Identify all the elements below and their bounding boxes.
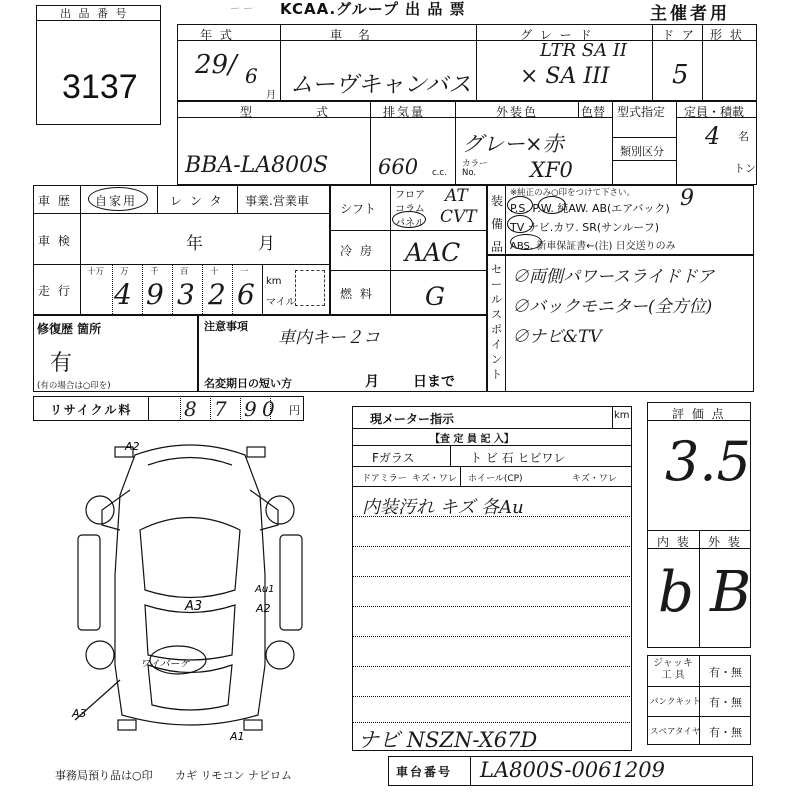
fuel-value: G — [425, 282, 445, 311]
inspection-month-unit: 月 — [258, 234, 275, 254]
damage-mark: A1 — [230, 730, 245, 743]
ac-value: AAC — [405, 238, 461, 267]
meter-unit: km — [614, 410, 630, 421]
month-unit: 月 — [266, 90, 276, 101]
remark-line: 内装汚れ キズ 各Au — [362, 497, 524, 518]
equipment-line-3: ABS. 新車保証書←(注) 日交送りのみ — [510, 241, 676, 252]
form-title: KCAA.グループ 出 品 票 — [280, 0, 466, 18]
pw-circle — [538, 196, 566, 214]
chassis-label: 車台番号 — [396, 765, 453, 779]
mileage-unit: 万 — [120, 267, 129, 277]
history-commercial: 事業.営業車 — [245, 194, 309, 208]
damage-mark: A2 — [125, 440, 140, 453]
abs-circle — [510, 234, 542, 250]
exterior-color: グレー×赤 — [462, 132, 564, 156]
grade-bottom: × SA III — [520, 64, 610, 89]
interior-score: b — [658, 560, 694, 625]
score-label: 評 価 点 — [672, 407, 726, 421]
door-count: 5 — [672, 60, 689, 90]
shift-cvt: CVT — [440, 207, 477, 227]
office-items: カギ リモコン ナビロム — [175, 769, 292, 782]
mileage-unit: 百 — [180, 267, 189, 277]
model-month: 6 — [245, 64, 258, 88]
capacity-unit: 名 — [738, 130, 749, 143]
cc-unit: c.c. — [432, 168, 447, 178]
displacement-label: 排気量 — [383, 105, 426, 119]
inspection-label: 車 検 — [38, 234, 72, 248]
tv-circle — [507, 215, 533, 233]
office-note: 事務局預り品は○印 — [55, 769, 153, 782]
recycle-digit: 0 — [262, 397, 275, 421]
equipment-note: ※純正のみ○印をつけて下さい。 — [510, 188, 636, 198]
inspection-row-value: キズ・ワレ — [572, 474, 617, 484]
mileage-unit: 十 — [210, 267, 219, 277]
recycle-digit: 9 — [244, 397, 257, 421]
equipment-label: 装 備 品 — [491, 194, 506, 254]
mileage-label: 走 行 — [38, 284, 72, 298]
tool-label: パンクキット — [650, 697, 701, 707]
ac-label: 冷 房 — [340, 244, 374, 258]
model-designation-label: 型式指定 — [617, 105, 666, 119]
km-unit: km — [266, 276, 282, 287]
color-change-label: 色替 — [581, 105, 606, 119]
inspection-row-label: ドアミラー — [362, 474, 407, 484]
ps-circle — [507, 196, 533, 214]
car-name: ムーヴキャンバス — [290, 72, 472, 98]
sales-point-item: ∅バックモニター(全方位) — [512, 297, 713, 317]
mile-unit: マイル — [266, 297, 296, 308]
shift-label: シフト — [340, 202, 377, 216]
private-circle — [88, 187, 148, 211]
repair-note: (有の場合は○印を) — [37, 381, 111, 391]
caution-label: 注意事項 — [204, 320, 248, 333]
color-label: 外装色 — [496, 105, 539, 119]
fuel-label: 燃 料 — [340, 287, 374, 301]
inspection-row-value: ト ビ 石 ヒビワレ — [470, 451, 566, 465]
color-number: XF0 — [530, 158, 573, 182]
damage-mark: A2 — [256, 602, 271, 615]
meter-label: 現メーター指示 — [370, 412, 455, 426]
recycle-digit: 8 — [184, 397, 197, 421]
inspection-row-value: キズ・ワレ — [412, 474, 457, 484]
year-label: 年 式 — [200, 28, 234, 42]
lot-number-label: 出 品 番 号 — [60, 7, 129, 20]
equipment-line-1: P.S. P.W. 純AW. AB(エアバック) — [510, 202, 670, 215]
reg-day: 日まで — [413, 374, 455, 390]
car-name-label: 車 名 — [330, 28, 376, 42]
inspection-year-unit: 年 — [186, 234, 203, 254]
mileage-digit: 2 — [208, 278, 226, 311]
inspection-row-label: Fガラス — [372, 451, 415, 465]
lot-number: 3137 — [62, 68, 138, 106]
panel-circle — [392, 211, 426, 228]
chassis-number: LA800S-0061209 — [480, 758, 665, 782]
shape-label: 形 状 — [710, 28, 744, 42]
mileage-unit: 千 — [150, 267, 159, 277]
damage-mark: A3 — [185, 599, 203, 614]
color-no-label: カラー No. — [462, 159, 488, 178]
tool-label: ジャッキ工 具 — [653, 658, 693, 681]
exterior-label: 外 装 — [708, 535, 742, 549]
repair-label: 修復歴 箇所 — [37, 322, 102, 336]
recycle-unit: 円 — [289, 404, 300, 417]
tool-value: 有・無 — [709, 726, 742, 739]
grade-top: LTR SA II — [540, 40, 628, 61]
class-label: 類別区分 — [620, 145, 664, 158]
wiper-note: ワイパーケ — [140, 659, 190, 670]
short-reg-label: 名変期日の短い方 — [204, 377, 292, 390]
recycle-label: リサイクル料 — [50, 403, 133, 417]
damage-mark: A3 — [72, 707, 87, 720]
door-label: ド ア — [662, 28, 696, 42]
repair-value: 有 — [50, 351, 73, 376]
history-label: 車 歴 — [38, 194, 72, 208]
grade-label: グ レ ー ド — [520, 28, 594, 42]
damage-mark: Au1 — [255, 584, 275, 595]
lot-number-box — [36, 5, 161, 125]
score-value: 3.5 — [665, 430, 751, 493]
mileage-unit: 一 — [240, 267, 249, 277]
model-label: 型 式 — [240, 105, 358, 119]
shift-panel: パネル — [395, 218, 425, 229]
tool-value: 有・無 — [709, 696, 742, 709]
tool-value: 有・無 — [709, 666, 742, 679]
caution-value: 車内キー２コ — [278, 328, 380, 348]
top-marks: ー ー — [230, 4, 254, 15]
history-private: 自家用 — [95, 194, 138, 208]
model-year: 29 — [195, 50, 229, 80]
mileage-digit: 6 — [237, 278, 255, 311]
model-code: BBA-LA800S — [185, 153, 329, 178]
mileage-digit: 9 — [146, 278, 164, 311]
mileage-check-box — [295, 270, 325, 306]
exterior-score: B — [710, 560, 752, 625]
tool-label: スペアタイヤ — [650, 727, 701, 737]
capacity-label: 定員・積載 — [684, 105, 745, 119]
capacity: 4 — [705, 122, 721, 150]
displacement: 660 — [378, 155, 419, 179]
recycle-digit: 7 — [214, 397, 227, 421]
reg-month: 月 — [365, 374, 379, 390]
sales-point-item: ∅ナビ&TV — [512, 327, 602, 347]
shift-at: AT — [445, 186, 468, 206]
mileage-unit: 十万 — [87, 267, 105, 277]
interior-label: 内 装 — [657, 535, 691, 549]
sales-points-label: セールスポイント — [491, 263, 502, 381]
shift-floor: フロア — [395, 190, 425, 201]
mileage-digit: 4 — [114, 278, 132, 311]
shift-column: コラム — [395, 204, 425, 215]
inspection-row-label: ホイール(CP) — [468, 474, 523, 484]
remark-line: ナビ NSZN-X67D — [358, 728, 538, 752]
equipment-line-2: TV ナビ.カワ. SR(サンルーフ) — [510, 221, 660, 234]
equipment-check-mark: 9 — [680, 186, 694, 211]
sales-point-item: ∅両側パワースライドドア — [512, 267, 715, 287]
mileage-digit: 3 — [177, 278, 195, 311]
inspector-label: 【査 定 員 記 入】 — [430, 434, 514, 445]
organizer-label: 主催者用 — [650, 4, 730, 24]
car-damage-diagram — [60, 435, 320, 750]
ton-unit: トン — [734, 162, 756, 175]
history-rental: レ ン タ — [170, 194, 224, 208]
